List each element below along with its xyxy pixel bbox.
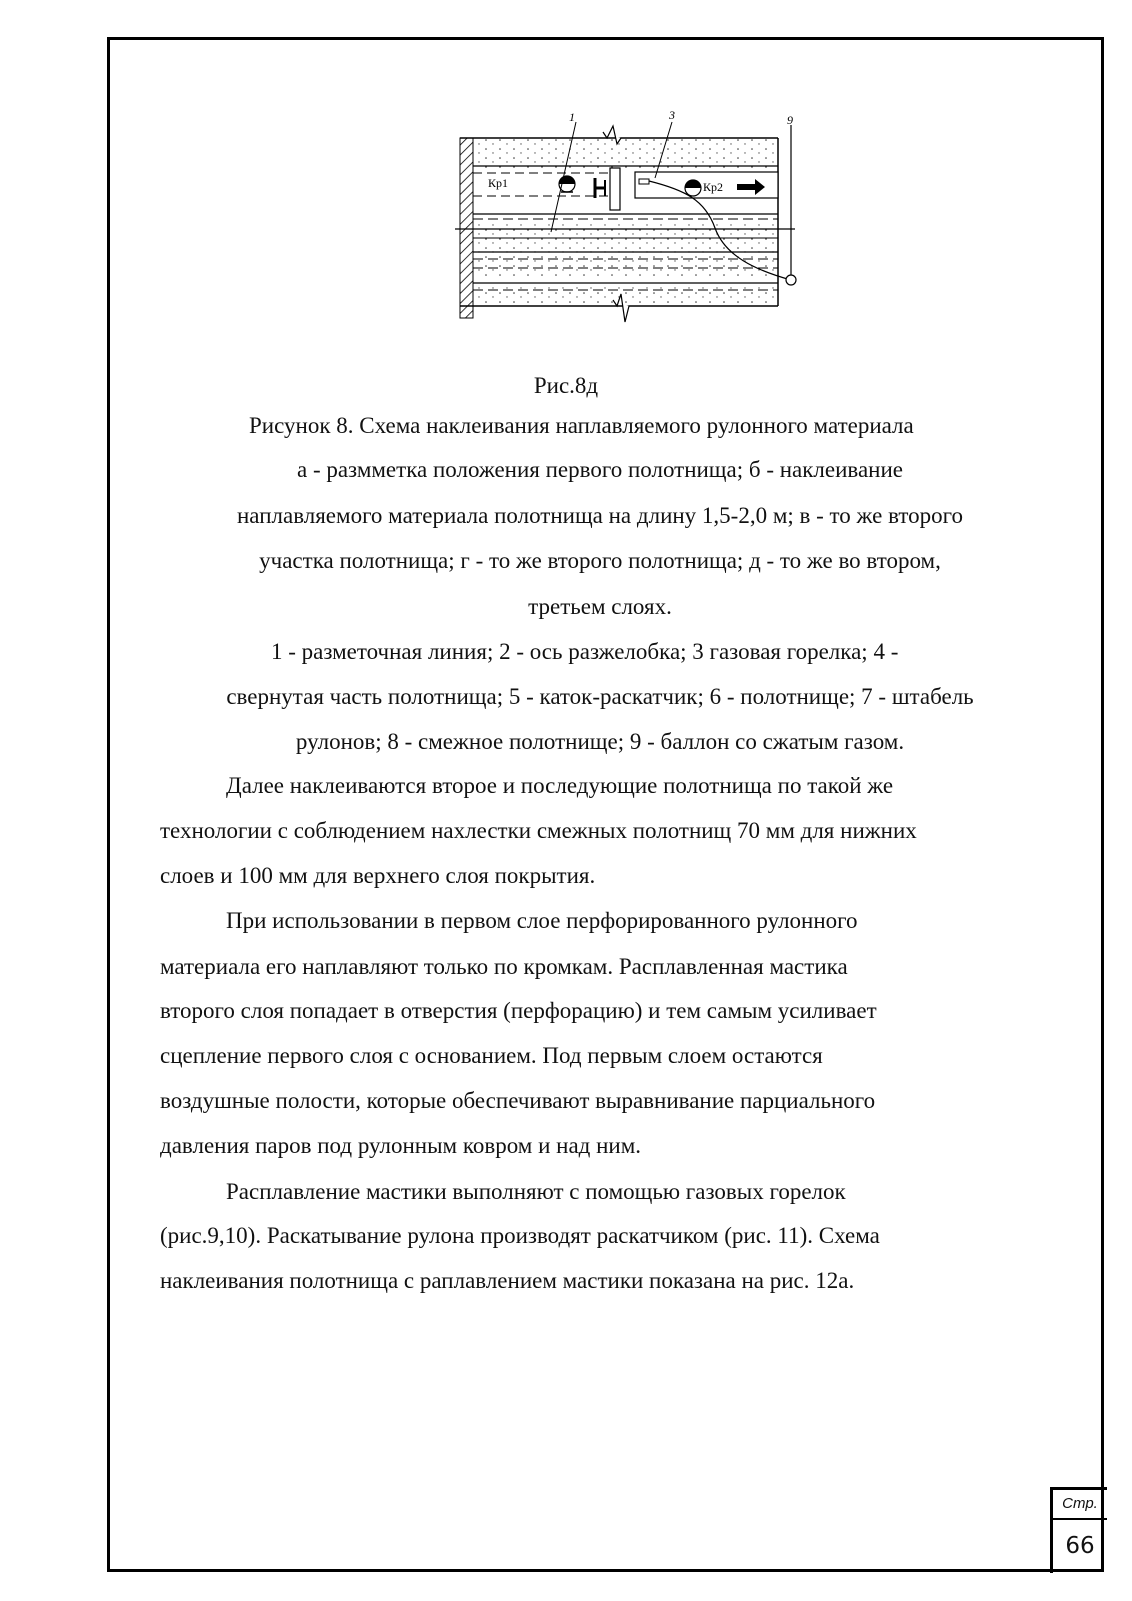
legend-line: 1 - разметочная линия; 2 - ось разжелобка; 3 газовая горелка; 4 - — [271, 639, 899, 664]
page-number: 66 — [1065, 1533, 1095, 1559]
body-line: второго слоя попадает в отверстия (перфорацию) и тем самым усиливает — [160, 998, 877, 1023]
kp2-tag: Кр2 — [703, 180, 724, 194]
body-line: Расплавление мастики выполняют с помощью газовых горелок — [226, 1179, 846, 1204]
fill-layer-bottom — [473, 285, 778, 305]
gas-cylinder — [786, 275, 796, 285]
fill-layer-top — [473, 138, 778, 168]
legend-line: рулонов; 8 - смежное полотнище; 9 - баллон со сжатым газом. — [295, 729, 905, 754]
kp1-tag: Кр1 — [488, 176, 509, 190]
caption-line: а - размметка положения первого полотнища; б - наклеивание — [296, 457, 904, 482]
legend-line: свернутая часть полотнища; 5 - каток-раскатчик; 6 - полотнище; 7 - штабель — [226, 684, 974, 709]
caption-line: третьем слоях. — [528, 594, 672, 619]
body-line: наклеивания полотнища с раплавлением мастики показана на рис. 12а. — [160, 1268, 855, 1293]
caption-title: Рисунок 8. Схема наклеивания наплавляемого рулонного материала — [249, 413, 914, 438]
page-stamp-label: Стр. — [1053, 1490, 1107, 1520]
body-line: материала его наплавляют только по кромкам. Расплавленная мастика — [160, 954, 848, 979]
body-line: давления паров под рулонным ковром и над ним. — [160, 1133, 642, 1158]
body-line: воздушные полости, которые обеспечивают выравнивание парциального — [160, 1088, 876, 1113]
callout-3: 3 — [669, 110, 675, 122]
caption-line: наплавляемого материала полотнища на длину 1,5-2,0 м; в - то же второго — [236, 503, 964, 528]
body-line: технологии с соблюдением нахлестки смежных полотнищ 70 мм для нижних — [160, 818, 917, 843]
page-stamp — [1050, 1487, 1107, 1573]
figure-label: Рис.8д — [533, 373, 599, 398]
crane1-box — [610, 168, 620, 210]
body-line: Далее наклеиваются второе и последующие полотнища по такой же — [226, 773, 894, 798]
callout-1: 1 — [569, 110, 575, 124]
body-line: (рис.9,10). Раскатывание рулона производят раскатчиком (рис. 11). Схема — [160, 1223, 880, 1248]
body-line: При использовании в первом слое перфорированного рулонного — [226, 908, 858, 933]
burner-icon-1 — [559, 176, 575, 184]
body-line: слоев и 100 мм для верхнего слоя покрытия. — [160, 863, 596, 888]
caption-line: участка полотнища; г - то же второго полотнища; д - то же во втором, — [259, 548, 941, 573]
callout-9: 9 — [787, 113, 793, 127]
body-line: сцепление первого слоя с основанием. Под первым слоем остаются — [160, 1043, 823, 1068]
wall-hatch — [460, 138, 473, 318]
roll-material-diagram — [455, 110, 815, 330]
fill-layer-middle — [473, 222, 778, 277]
